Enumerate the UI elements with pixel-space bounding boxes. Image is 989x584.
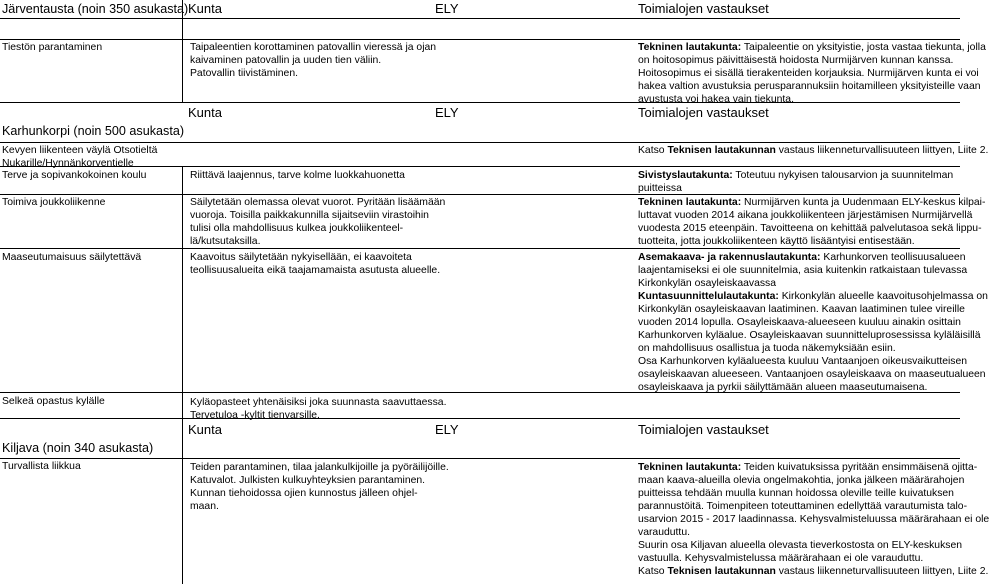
kunta-line: maan. [190, 501, 219, 512]
kunta-line: vuoroja. Toisilla paikkakunnilla sijaitseviin virastoihin [190, 210, 429, 221]
response-line: Tekninen lautakunta: Nurmijärven kunta ja Uudenmaan ELY-keskus kilpai- [638, 197, 986, 208]
response-line: varauduttu. [638, 527, 690, 538]
response-line: Osa Karhunkorven kyläalueesta kuuluu Vantaanjoen oikeusvaikutteisen [638, 356, 968, 367]
kunta-line: Taipaleentien korottaminen patovallin vieressä ja ojan [190, 42, 437, 53]
response-line: puitteissa [638, 183, 682, 194]
rule-top [0, 18, 960, 19]
header-toimialojen: Toimialojen vastaukset [638, 1, 769, 16]
response-line: osayleiskaava ja pyrkii säilyttämään alueen maaseutumaisena. [638, 382, 928, 393]
kunta-line: Teiden parantaminen, tilaa jalankulkijoille ja pyöräilijöille. [190, 462, 449, 473]
response-dept: Teknisen lautakunnan [667, 145, 776, 156]
response-line: laajentamiseksi ei ole suunnitelmia, asia kuitenkin ratkaistaan tulevassa [638, 265, 968, 276]
response-line: Katso Teknisen lautakunnan vastaus liikenneturvallisuuteen liittyen, Liite 2. [638, 145, 989, 156]
header-kunta: Kunta [188, 1, 222, 16]
kunta-line: Kunnan tiehoidossa ojien kunnostus jälleen ohjel- [190, 488, 418, 499]
response-dept: Teknisen lautakunnan [667, 566, 776, 577]
row-label-terve: Terve ja sopivankokoinen koulu [2, 170, 147, 181]
response-line: Tekninen lautakunta: Taipaleentie on yksityistie, josta vastaa tiekunta, jolla [638, 42, 986, 53]
row-label-nukarille: Nukarille/Hynnänkorventielle [2, 158, 134, 169]
response-line: vuoden 2014 lopulla. Osayleiskaava-alueeseen kuuluu ainakin osittain [638, 317, 961, 328]
rule-nukarille [0, 166, 960, 167]
response-line: vuodesta 2015 eteenpäin. Tavoitteena on kehittää palvelutasoa sekä lippu- [638, 223, 982, 234]
response-line: avustusta voi hakea vain tiekunta. [638, 94, 794, 105]
response-line: on hoitosopimus päivittäisestä hoidosta Nurmijärven kunnan kanssa. [638, 55, 954, 66]
response-line: Kirkonkylän osayleiskaavan laatiminen. Kaavan laatiminen tulee vireille [638, 304, 965, 315]
kunta-line: Riittävä laajennus, tarve kolme luokkahuonetta [190, 170, 405, 181]
kunta-line: Patovallin tiivistäminen. [190, 68, 298, 79]
row-label-toimiva: Toimiva joukkoliikenne [2, 197, 106, 208]
header-kunta: Kunta [188, 422, 222, 437]
rule-kiljava [0, 458, 960, 459]
response-line: Karhunkorven kyläalue. Osayleiskaavan suunnitteluprosessissa kyläläisillä [638, 330, 981, 341]
response-line: osayleiskaavan alueeseen. Vantaanjoen osayleiskaava on maaseutualueen [638, 369, 986, 380]
kunta-line: Katuvalot. Julkisten kulkuyhteyksien parantaminen. [190, 475, 426, 486]
response-line: Hoitosopimus ei sisällä tierakenteiden korjauksia. Nurmijärven kunta ei voi [638, 68, 979, 79]
rule-col1-karh [182, 166, 183, 584]
response-line: Katso Teknisen lautakunnan vastaus liikenneturvallisuuteen liittyen, Liite 2. [638, 566, 989, 577]
response-dept: Kuntasuunnittelulautakunta: [638, 291, 779, 302]
response-dept: Tekninen lautakunta: [638, 462, 742, 473]
response-line: Sivistyslautakunta: Toteutuu nykyisen talousarvion ja suunnitelman [638, 170, 954, 181]
row-label-tieston: Tiestön parantaminen [2, 42, 103, 53]
response-line: parannustöitä. Toimenpiteen toteuttaminen edellyttää varautumista talo- [638, 501, 968, 512]
section-title-jarventausta: Järventausta (noin 350 asukasta) [2, 2, 189, 16]
response-dept: Tekninen lautakunta: [638, 197, 742, 208]
kunta-line: Säilytetään olemassa olevat vuorot. Pyritään lisäämään [190, 197, 446, 208]
response-line: on mahdollisuus osallistua ja tuoda näkemyksiään esiin. [638, 343, 896, 354]
header-ely: ELY [435, 422, 459, 437]
response-line: Tekninen lautakunta: Teiden kuivatuksissa pyritään ensimmäisenä ojitta- [638, 462, 978, 473]
response-dept: Tekninen lautakunta: [638, 42, 742, 53]
response-line: maan kaava-alueilla olevia ongelmakohtia, jonka jälkeen määrärahojen [638, 475, 965, 486]
response-line: Suurin osa Kiljavan alueella olevasta tieverkostosta on ELY-keskuksen [638, 540, 963, 551]
kunta-line: kaivaminen patovallin ja uuden tien väliin. [190, 55, 382, 66]
response-line: puitteissa tehdään muulla kunnan hoidossa oleville teille kuivatuksen [638, 488, 954, 499]
header-toimialojen: Toimialojen vastaukset [638, 422, 769, 437]
response-line: hakea valtion avustuksia perusparannuksiin hoitamilleen yksityisteille vaan [638, 81, 981, 92]
kunta-line: tulisi olla mahdollisuus kulkea joukkoliikenteel- [190, 223, 404, 234]
section-title-karhunkorpi: Karhunkorpi (noin 500 asukasta) [2, 124, 185, 138]
response-line: usarvion 2015 - 2017 laadinnassa. Kehysvalmisteluussa määrärahaan ei ole [638, 514, 989, 525]
rule-karh-header [0, 102, 960, 103]
row-label-turvallista: Turvallista liikkua [2, 461, 81, 472]
row-label-maaseutumaisuus: Maaseutumaisuus säilytettävä [2, 252, 142, 263]
header-kunta: Kunta [188, 105, 222, 120]
header-ely: ELY [435, 105, 459, 120]
section-title-kiljava: Kiljava (noin 340 asukasta) [2, 441, 154, 455]
kunta-line: lä/kutsutaksilla. [190, 236, 261, 247]
rule-karh-kevyen [0, 142, 960, 143]
kunta-line: Tervetuloa -kyltit tienvarsille. [190, 410, 320, 421]
row-label-kevyen: Kevyen liikenteen väylä Otsotieltä [2, 145, 158, 156]
rule-terve [0, 194, 960, 195]
kunta-line: teollisuusalueita eikä taajamamaista asutusta alueelle. [190, 265, 441, 276]
kunta-line: Kaavoitus säilytetään nykyisellään, ei kaavoiteta [190, 252, 412, 263]
kunta-line: Kyläopasteet yhtenäisiksi joka suunnasta saavuttaessa. [190, 397, 447, 408]
response-dept: Asemakaava- ja rakennuslautakunta: [638, 252, 821, 263]
rule-jarv-row [0, 39, 960, 40]
response-line: vastuulla. Kehysvalmistelussa määrärahaan ei ole varauduttu. [638, 553, 924, 564]
rule-selkea [0, 418, 960, 419]
response-line: Asemakaava- ja rakennuslautakunta: Karhunkorven teollisuusalueen [638, 252, 966, 263]
response-dept: Sivistyslautakunta: [638, 170, 733, 181]
header-toimialojen: Toimialojen vastaukset [638, 105, 769, 120]
row-label-selkea-opastus: Selkeä opastus kylälle [2, 396, 105, 407]
response-line: Kuntasuunnittelulautakunta: Kirkonkylän alueelle kaavoitusohjelmassa on [638, 291, 988, 302]
response-line: luttavat vuoden 2014 aikana joukkoliikenteen järjestämisen Nurmijärvellä [638, 210, 973, 221]
response-line: tuotteita, jotta joukkoliikenteen käyttö lisääntyisi entisestään. [638, 236, 915, 247]
header-ely: ELY [435, 1, 459, 16]
response-line: Kirkonkylän osayleiskaavassa [638, 278, 777, 289]
